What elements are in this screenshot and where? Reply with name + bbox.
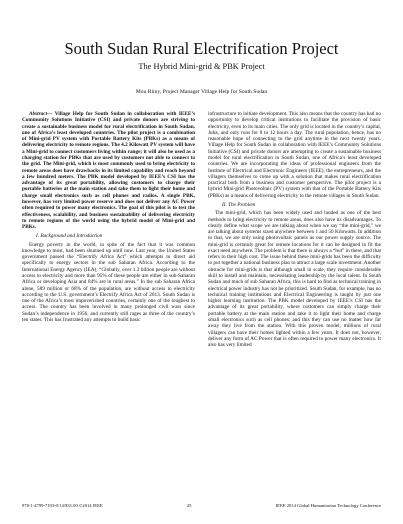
right-column xyxy=(208,111,381,491)
abstract-text: — Village Help for South Sudan in collaboration with IEEE’s Community Solutions Initiative (CSI) and private donors are striving to create a sustainable business model for rural electrification in South Sudan, one of Africa’s least developed countries. The pilot project is a combination of Mini-grid PV system with Portable Battery Kits (PBKs) as a means of delivering electricity to remote regions. The 4.2 Kilowatt PV system will have a Mini-grid to connect customers living within range; it will also be used as a charging station for PBKs that are used by customers not able to connect to the grid. The Mini-grid, which is most commonly used to bring electricity to remote areas does have drawbacks in its limited capability and reach beyond a few hundred meters. The PBK model developed by IEEE’s CSI has the advantage of its great portability, allowing customers to charge their portable batteries at the main station and take them to light their home and charge small electronics such as cell phones and radios. A single PBK, however, has very limited power reserve and does not deliver any AC Power often required to power many electronics. The goal of this pilot is to test the effectiveness, scalability, and business sustainability of delivering electricity to remote regions of the world using the hybrid model of Mini-grid and PBKs. xyxy=(22,111,195,231)
abstract-label: Abstract xyxy=(29,111,48,117)
page-footer xyxy=(22,502,381,510)
problem-paragraph: The mini-grid, which has been widely used and lauded as one of the best methods to bring electricity to remote areas, does also have its disadvantages. To clearly define what scope we are talking about when we say “the mini-grid,” we are talking about systems sized anywhere between 1 and 50 Kilowatts. In addition to that, we are only using photovoltaic panels as our power supply source. The mini-grid is certainly great for remote locations for it can be designed to fit the exact need anywhere. The problem is that there is always a “but” in there, and that refers to their high cost. The issue behind these mini-grids has been the difficulty to put together a national business plan to attract a large scale investment. Another obstacle for mini-grids is that although small in scale, they require considerable skill to install and maintain, necessitating leadership by the local talent. In South Sudan and much of sub Saharan Africa, this is hard to find as technical training in electrical power industry has not be prioritized. South Sudan, for example, has no technical training institutions and Electrical Engineering is taught by just one higher learning institution. The PBK model developed by IEEE’s CSI has the advantage of its great portability, where customers can simply charge their portable battery at the main station and take it to light their home and charge small electronics such as cell phones; and this they can use no matter how far away they live from the station. With this proven model, millions of rural villagers can have their homes lighted within a few years. It does not, however, deliver any form of AC Power that is often required to power many electronics. It also has very limited xyxy=(208,210,381,349)
abstract xyxy=(22,111,195,230)
background-paragraph: Energy poverty in the world, in spite of the fact that it was common knowledge to most, had been shunned up until now. Last year, the United States government passed the “Electrify Africa Act” which attempts to direct aid specifically to energy sectors in the sub Saharan Africa. According to the International Energy Agency (IEA), “Globally, over 1.3 billion people are without access to electricity and more than 95% of these people are either in sub-Saharan Africa or developing Asia and 84% are in rural areas.” In the sub Saharan Africa alone, 589 million or 68% of the population, are without access to electricity according to the U.S. government’s Electrify Africa Act of 2013. South Sudan is one of the Africa’s most impoverished countries, certainly one of the toughest to access. The country has been involved in many prolonged civil wars since Sudan’s independence in 1956, and currently still rages as three of the country’s ten states. This has frustrated any attempts to build basic xyxy=(22,241,195,323)
section-heading-background: I. Background and Introduction xyxy=(36,233,103,240)
paper-title: South Sudan Rural Electrification Project xyxy=(64,39,339,58)
intro-continuation-paragraph: infrastructure to initiate development. This also means that the country has had no opportunity to develop critical institutions to facilitate the provision of basic electricity, even to its main cities. The only grid is located in the country’s capital, Juba, and only runs for 8 to 12 hours a day. The rural population, hence, has no reasonable hope of connecting to the grid anytime in the next twenty years. Village Help for South Sudan in collaboration with IEEE’s Community Solutions Initiative (CSI) and private donors are attempting to create a sustainable business model for rural electrification in South Sudan, one of Africa’s least developed countries. We are incorporating the ideas of professional engineers from the Institute of Electrical and Electronic Engineers (IEEE), the entrepreneurs, and the villagers themselves to come up with a solution that makes rural electrification practical both from a business and customer perspective. The pilot project is a hybrid Mini-grid Photovoltaic (PV) system with that of the Portable Battery Kits (PBKs) as a means of delivering electricity to the remote villages in South Sudan. xyxy=(208,111,381,199)
section-heading-problem: II. The Problem xyxy=(222,201,256,208)
paper-subtitle: The Hybrid Mini-grid & PBK Project xyxy=(138,62,265,71)
footer-conference: IEEE 2014 Global Humanitarian Technology Conference xyxy=(275,503,381,508)
page-number: 25 xyxy=(186,503,192,508)
left-column xyxy=(22,111,195,491)
author-line: Mou Riiny, Project Manager Village Help for South Sudan xyxy=(135,89,268,95)
footer-copyright: 978-1-4799-7193-0/14/$31.00 ©2014 IEEE xyxy=(22,503,103,508)
